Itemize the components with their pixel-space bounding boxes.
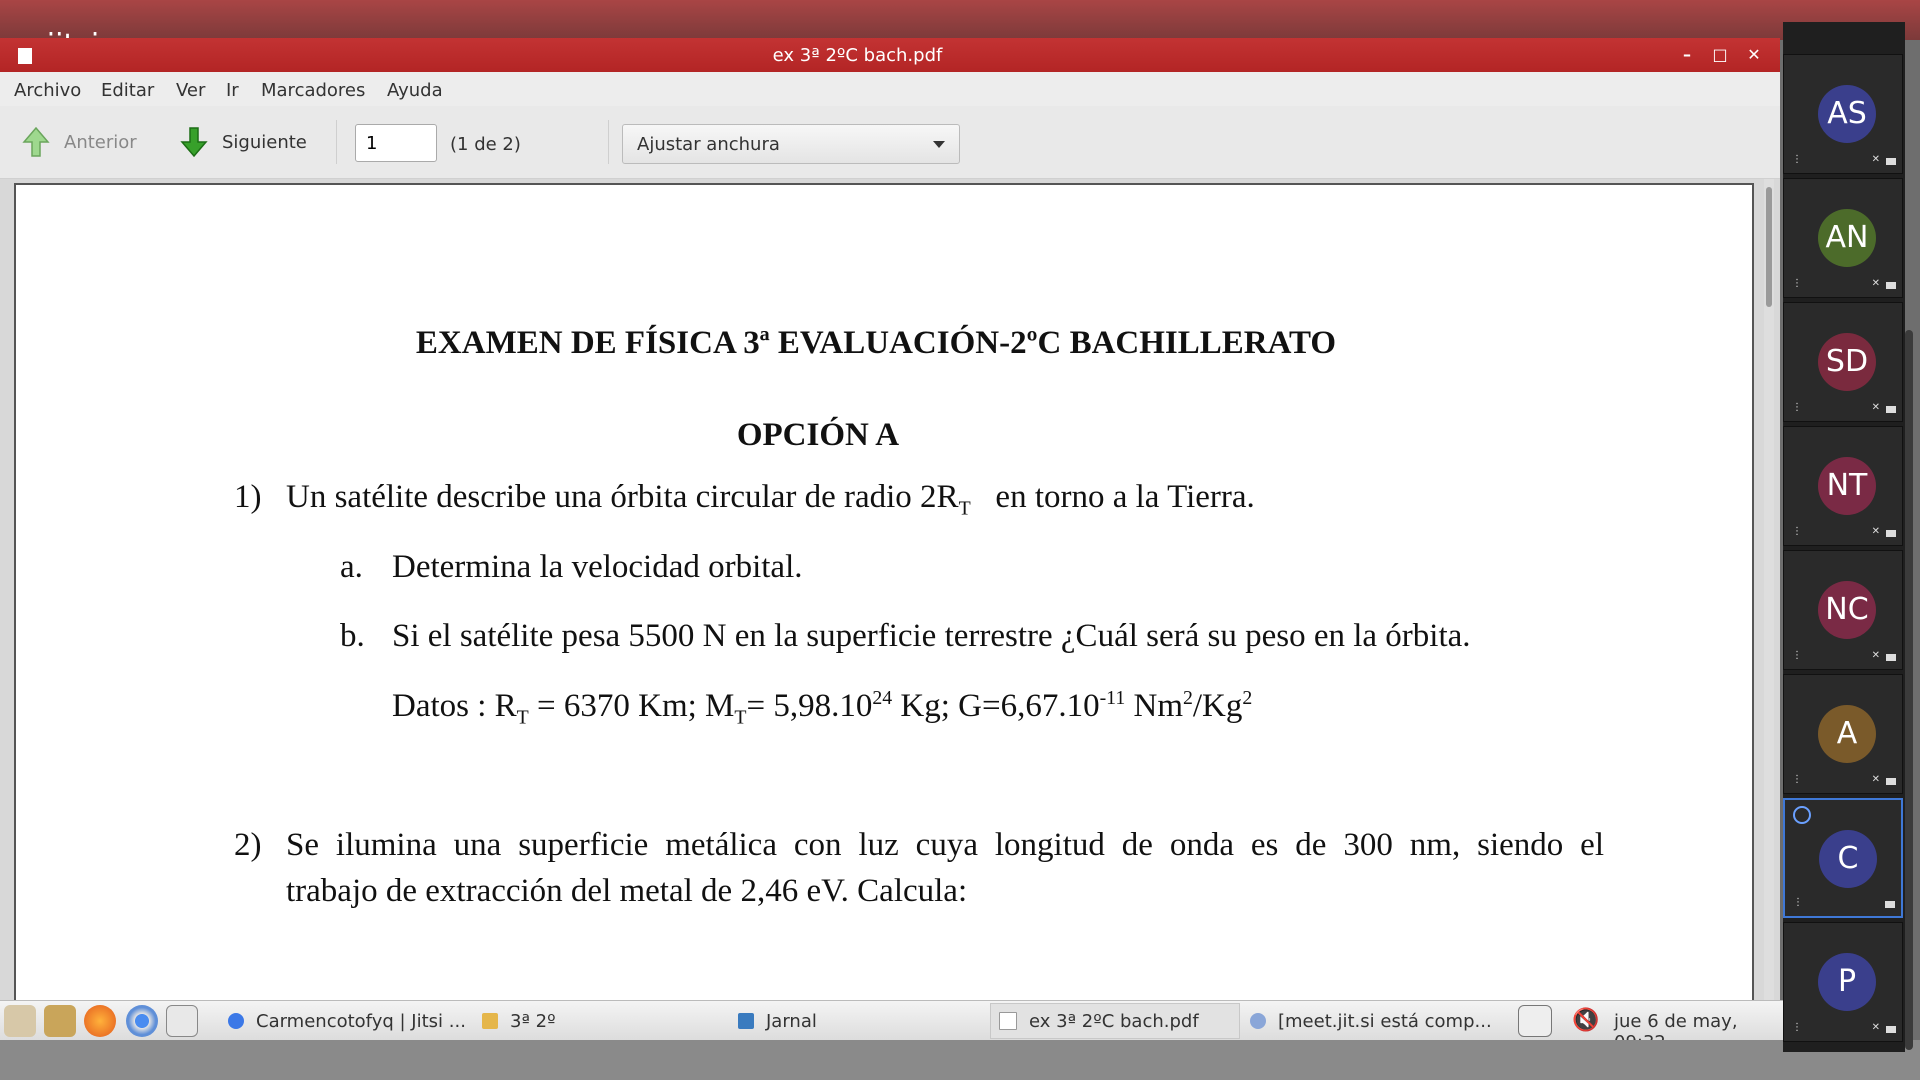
option-heading: OPCIÓN A <box>736 417 900 453</box>
mic-muted-icon: ✕ <box>1871 774 1880 785</box>
camera-off-icon <box>1886 654 1896 661</box>
more-options-icon[interactable]: ⋮ <box>1793 897 1803 908</box>
question-1b-text: Si el satélite pesa 5500 N en la superficie terrestre ¿Cuál será su peso en la órbita. <box>392 618 1471 654</box>
camera-off-icon <box>1886 406 1896 413</box>
firefox-icon[interactable] <box>84 1005 116 1037</box>
arrow-down-icon <box>180 126 208 158</box>
participant-tile[interactable] <box>1783 178 1903 298</box>
more-options-icon[interactable]: ⋮ <box>1792 650 1802 661</box>
avatar: AN <box>1818 209 1876 267</box>
jitsi-header <box>0 0 1920 40</box>
taskbar <box>0 1000 1785 1041</box>
more-options-icon[interactable]: ⋮ <box>1792 774 1802 785</box>
arrow-up-icon <box>22 126 50 158</box>
avatar: A <box>1818 705 1876 763</box>
task-jarnal[interactable] <box>738 1003 817 1039</box>
maximize-button[interactable]: □ <box>1712 45 1728 64</box>
task-label: Jarnal <box>766 1010 817 1032</box>
mic-muted-icon: ✕ <box>1871 278 1880 289</box>
jarnal-icon <box>738 1013 754 1029</box>
menu-ir[interactable]: Ir <box>226 80 239 101</box>
document-icon <box>999 1012 1017 1030</box>
mic-muted-icon: ✕ <box>1871 650 1880 661</box>
mic-muted-icon: ✕ <box>1871 1022 1880 1033</box>
camera-off-icon <box>1886 158 1896 165</box>
text-editor-icon[interactable] <box>166 1005 198 1037</box>
zoom-dropdown[interactable] <box>622 124 960 164</box>
avatar: P <box>1818 953 1876 1011</box>
participant-tile[interactable] <box>1783 54 1903 174</box>
filmstrip-scrollbar[interactable] <box>1905 330 1913 1050</box>
toolbar-separator <box>608 120 609 164</box>
question-2-number: 2) <box>234 827 262 863</box>
question-1-data: Datos : $R_T = 6370$ Km; $M_T= 5,98.10^{24}$ Kg; $G=6,67.10^{-11}$ Nm$^2$/Kg$^2$ <box>392 687 1253 729</box>
toolbar <box>0 106 1780 179</box>
more-options-icon[interactable]: ⋮ <box>1792 278 1802 289</box>
browser-icon <box>1250 1013 1266 1029</box>
menu-ver[interactable]: Ver <box>176 80 206 101</box>
avatar: NT <box>1818 457 1876 515</box>
menu-editar[interactable]: Editar <box>101 80 155 101</box>
page-number-input[interactable] <box>355 124 437 162</box>
folder-icon <box>482 1013 498 1029</box>
more-options-icon[interactable]: ⋮ <box>1792 402 1802 413</box>
menu-archivo[interactable]: Archivo <box>14 80 82 101</box>
previous-page-label: Anterior <box>64 131 137 153</box>
avatar: AS <box>1818 85 1876 143</box>
participant-tile[interactable] <box>1783 426 1903 546</box>
task-label: ex 3ª 2ºC bach.pdf <box>1029 1010 1199 1032</box>
vertical-scrollbar[interactable] <box>1764 179 1774 1000</box>
page-count-label: (1 de 2) <box>450 134 521 155</box>
exam-title: EXAMEN DE FÍSICA 3ª EVALUACIÓN-2ºC BACHILLERATO <box>415 325 1337 361</box>
participant-tile[interactable] <box>1783 674 1903 794</box>
question-1b-label: b. <box>340 618 365 654</box>
chevron-down-icon <box>933 141 945 148</box>
chromium-icon[interactable] <box>126 1005 158 1037</box>
chrome-icon <box>228 1013 244 1029</box>
document-viewport[interactable] <box>0 179 1780 1000</box>
task-jitsi-browser[interactable] <box>228 1003 466 1039</box>
participants-filmstrip <box>1783 22 1905 1052</box>
window-title: ex 3ª 2ºC bach.pdf <box>772 45 943 66</box>
camera-off-icon <box>1886 282 1896 289</box>
notes-app-icon[interactable] <box>44 1005 76 1037</box>
task-label: Carmencotofyq | Jitsi ... <box>256 1010 466 1032</box>
menu-ayuda[interactable]: Ayuda <box>387 80 443 101</box>
mic-muted-icon: ✕ <box>1871 402 1880 413</box>
question-2-line-1: Se ilumina una superficie metálica con luz cuya longitud de onda es de 300 nm, siendo el <box>286 827 1604 863</box>
avatar: C <box>1819 830 1877 888</box>
pdf-page <box>14 183 1754 1003</box>
clock[interactable]: jue 6 de may, <box>1614 1011 1738 1032</box>
task-folder[interactable] <box>482 1003 556 1039</box>
task-label: [meet.jit.si está comp... <box>1278 1010 1492 1032</box>
screen-share-icon <box>1885 901 1895 908</box>
question-1-text: Un satélite describe una órbita circular de radio $2R_T$ en torno a la Tierra. <box>286 479 1255 520</box>
question-2-line-2: trabajo de extracción del metal de 2,46 eV. Calcula: <box>286 873 968 909</box>
next-page-label: Siguiente <box>222 131 307 153</box>
screen-icon[interactable] <box>1518 1005 1552 1037</box>
jitsi-footer <box>0 1040 1920 1080</box>
camera-off-icon <box>1886 778 1896 785</box>
task-meet-sharing[interactable] <box>1250 1003 1492 1039</box>
participant-tile[interactable] <box>1783 302 1903 422</box>
question-1a-label: a. <box>340 549 363 585</box>
mic-muted-icon: ✕ <box>1871 526 1880 537</box>
mic-muted-icon: ✕ <box>1871 154 1880 165</box>
scrollbar-thumb[interactable] <box>1766 187 1772 307</box>
avatar: SD <box>1818 333 1876 391</box>
dominant-speaker-icon <box>1793 806 1811 824</box>
question-1-number: 1) <box>234 479 262 515</box>
zoom-dropdown-value: Ajustar anchura <box>637 134 780 155</box>
menu-marcadores[interactable]: Marcadores <box>261 80 366 101</box>
minimize-button[interactable]: – <box>1683 45 1691 64</box>
participant-tile-active-speaker[interactable] <box>1783 798 1903 918</box>
window-titlebar <box>0 38 1780 72</box>
participant-tile[interactable] <box>1783 922 1903 1042</box>
previous-page-button[interactable] <box>22 124 137 160</box>
app-menu-icon[interactable] <box>4 1005 36 1037</box>
next-page-button[interactable] <box>180 124 307 160</box>
task-pdf-viewer[interactable] <box>990 1003 1240 1039</box>
participant-tile[interactable] <box>1783 550 1903 670</box>
question-1a-text: Determina la velocidad orbital. <box>392 549 803 585</box>
more-options-icon[interactable]: ⋮ <box>1792 154 1802 165</box>
volume-muted-icon[interactable]: 🔇 <box>1572 1008 1600 1033</box>
task-label: 3ª 2º <box>510 1010 556 1032</box>
pdf-viewer-window <box>0 38 1780 1000</box>
close-button[interactable]: ✕ <box>1747 45 1761 64</box>
toolbar-separator <box>336 120 337 164</box>
camera-off-icon <box>1886 530 1896 537</box>
camera-off-icon <box>1886 1026 1896 1033</box>
menu-bar <box>0 72 1780 106</box>
more-options-icon[interactable]: ⋮ <box>1792 1022 1802 1033</box>
more-options-icon[interactable]: ⋮ <box>1792 526 1802 537</box>
avatar: NC <box>1818 581 1876 639</box>
